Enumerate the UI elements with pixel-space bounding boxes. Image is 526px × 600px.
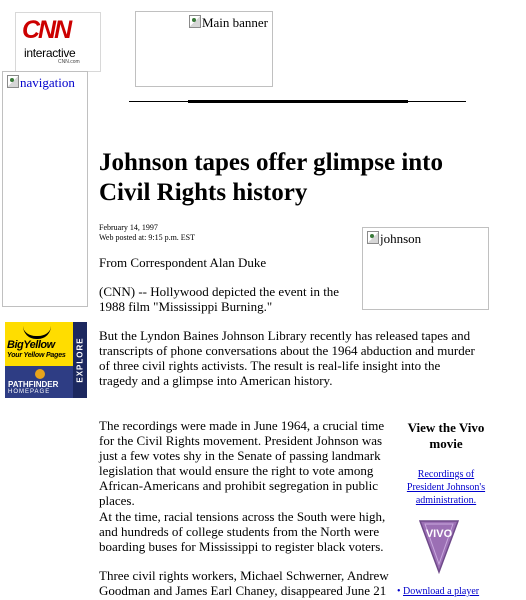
johnson-photo-alt: johnson bbox=[380, 231, 422, 246]
recordings-link[interactable]: Recordings of President Johnson's administration. bbox=[406, 469, 486, 506]
download-player-link[interactable] bbox=[397, 585, 479, 598]
vivo-movie-title: View the Vivo movie bbox=[407, 420, 485, 451]
header-rule-thick bbox=[188, 100, 408, 103]
navigation-alt: navigation bbox=[20, 75, 75, 90]
broken-image-icon bbox=[189, 15, 201, 28]
posted-time: Web posted at: 9:15 p.m. EST bbox=[99, 233, 196, 242]
explore-tab[interactable] bbox=[73, 322, 87, 398]
pathfinder-name: PATHFINDER bbox=[8, 380, 59, 389]
navigation-image[interactable] bbox=[2, 71, 88, 307]
article-paragraph: But the Lyndon Baines Johnson Library recently has released tapes and transcripts of phone conversations about the 1964 abduction and murder of three civil rights activists. The result is real-life insight into the tragedy and a glimpse into American history. bbox=[99, 328, 475, 388]
broken-image-icon bbox=[7, 75, 19, 88]
cnn-logo-sub: interactive bbox=[24, 46, 76, 60]
dateline bbox=[99, 223, 195, 243]
article-paragraph: The recordings were made in June 1964, a crucial time for the Civil Rights movement. President Johnson was just a few votes shy in the Senate of passing landmark legislation that would ensure the right to vote among African-Americans and prohibit segregation in public places. bbox=[99, 418, 385, 508]
bigyellow-ad[interactable] bbox=[5, 322, 73, 366]
main-banner-alt: Main banner bbox=[201, 15, 268, 30]
article-paragraph: Three civil rights workers, Michael Schwerner, Andrew Goodman and James Earl Chaney, disappeared June 21 bbox=[99, 568, 389, 598]
vivo-logo-text: VIVO bbox=[425, 528, 453, 540]
main-banner-image[interactable] bbox=[135, 11, 273, 87]
article-paragraph: (CNN) -- Hollywood depicted the event in the 1988 film "Mississippi Burning." bbox=[99, 284, 340, 314]
download-player-label[interactable]: Download a player bbox=[403, 586, 480, 597]
johnson-photo bbox=[362, 227, 489, 310]
explore-label: EXPLORE bbox=[75, 337, 85, 383]
article-date: February 14, 1997 bbox=[99, 223, 158, 232]
bigyellow-tagline: Your Yellow Pages bbox=[7, 352, 66, 359]
cnn-logo-brand: CNN bbox=[22, 16, 71, 44]
article-headline: Johnson tapes offer glimpse into Civil Rights history bbox=[99, 149, 444, 206]
bigyellow-logo: BigYellow bbox=[7, 339, 55, 351]
vivo-logo-icon[interactable] bbox=[419, 520, 459, 574]
article-paragraph: At the time, racial tensions across the South were high, and hundreds of college students from the North were boarding buses for Mississippi to register black voters. bbox=[99, 509, 386, 554]
ad-block bbox=[5, 322, 87, 398]
cnn-logo-domain: CNN.com bbox=[58, 59, 80, 65]
byline: From Correspondent Alan Duke bbox=[99, 255, 267, 270]
pathfinder-logo-icon bbox=[35, 369, 45, 379]
cnn-interactive-logo[interactable] bbox=[15, 12, 101, 72]
pathfinder-ad[interactable] bbox=[5, 366, 73, 398]
bullet-icon: • bbox=[397, 586, 401, 597]
pathfinder-sub: HOMEPAGE bbox=[8, 389, 51, 395]
bigyellow-smile-icon bbox=[23, 326, 51, 339]
broken-image-icon bbox=[367, 231, 379, 244]
